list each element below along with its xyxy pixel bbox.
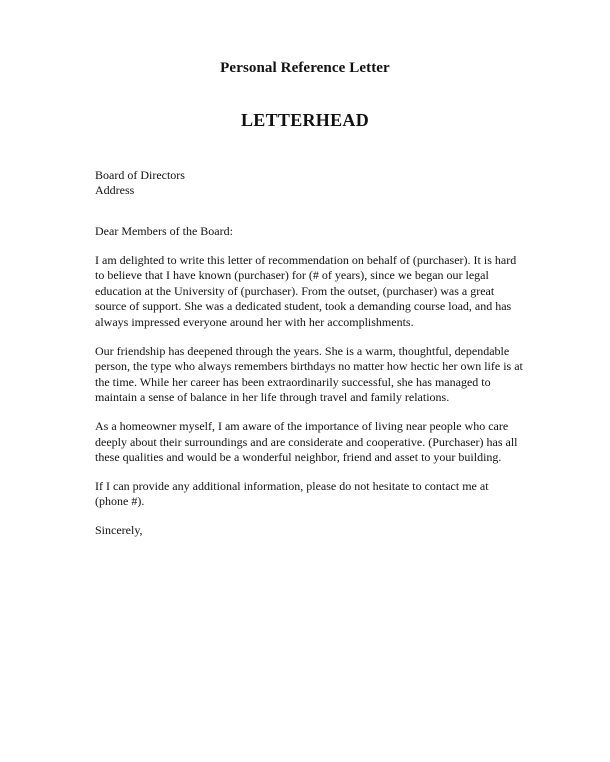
paragraph-line: (phone #). [95, 494, 145, 509]
recipient-name: Board of Directors [95, 168, 185, 182]
paragraph-introduction [95, 253, 525, 331]
paragraph-line: education at the University of (purchaser). From the outset, (purchaser) was a great [95, 283, 495, 298]
document-title: Personal Reference Letter [220, 60, 390, 76]
closing: Sincerely, [95, 522, 143, 537]
recipient-block [95, 168, 185, 198]
paragraph-friendship [95, 344, 525, 406]
paragraph-line: always impressed everyone around her with her accomplishments. [95, 314, 414, 329]
paragraph-line: Our friendship has deepened through the years. She is a warm, thoughtful, dependable [95, 343, 510, 358]
paragraph-line: the time. While her career has been extraordinarily successful, she has managed to [95, 374, 491, 389]
paragraph-contact [95, 479, 525, 510]
paragraph-line: deeply about their surroundings and are considerate and cooperative. (Purchaser) has all [95, 434, 518, 449]
paragraph-line: source of support. She was a dedicated student, took a demanding course load, and has [95, 299, 512, 314]
recipient-address: Address [95, 183, 135, 197]
letter-body [95, 224, 525, 539]
letterhead-heading: LETTERHEAD [240, 110, 370, 130]
salutation: Dear Members of the Board: [95, 224, 233, 238]
paragraph-homeowner [95, 419, 525, 466]
paragraph-line: maintain a sense of balance in her life through travel and family relations. [95, 390, 450, 405]
paragraph-line: these qualities and would be a wonderful neighbor, friend and asset to your building. [95, 450, 502, 465]
paragraph-line: to believe that I have known (purchaser) for (# of years), since we began our legal [95, 268, 489, 283]
paragraph-line: As a homeowner myself, I am aware of the importance of living near people who care [95, 418, 509, 433]
paragraph-line: person, the type who always remembers birthdays no matter how hectic her own life is at [95, 359, 523, 374]
paragraph-line: If I can provide any additional information, please do not hesitate to contact me at [95, 478, 489, 493]
paragraph-line: I am delighted to write this letter of recommendation on behalf of (purchaser). It is hard [95, 252, 517, 267]
